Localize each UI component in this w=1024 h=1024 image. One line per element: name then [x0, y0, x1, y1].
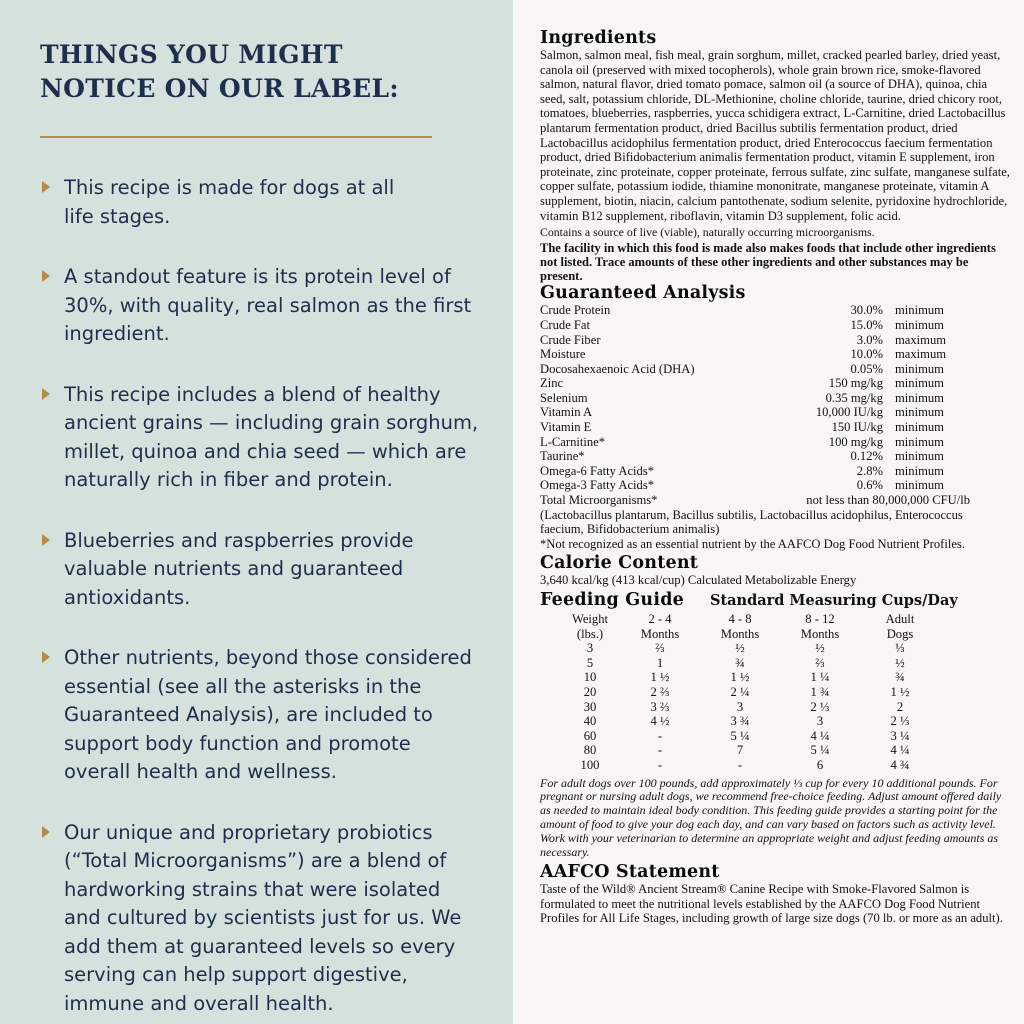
analysis-name: Crude Fat: [540, 317, 591, 332]
analysis-row: [540, 435, 968, 450]
analysis-qual: maximum: [895, 332, 947, 347]
feeding-cell: 2 - 4: [648, 612, 672, 627]
analysis-qual: minimum: [895, 390, 944, 405]
feeding-cell: 3: [586, 641, 594, 656]
feeding-cell: -: [657, 757, 663, 772]
feeding-cell: 2 ⅔: [650, 684, 670, 699]
aafco-heading: AAFCO Statement: [540, 861, 720, 882]
feeding-cell: 1 ½: [890, 684, 910, 699]
bullet-text: Blueberries and raspberries provide valuable nutrients and guaranteed antioxidants.: [64, 528, 414, 609]
feeding-cell: ¾: [895, 670, 905, 685]
analysis-value: 0.35 mg/kg: [825, 390, 883, 405]
feeding-cell: 10: [583, 670, 597, 685]
feeding-cell: Months: [720, 626, 760, 641]
triangle-arrow-icon: [42, 534, 50, 546]
analysis-name: Moisture: [540, 347, 586, 362]
feeding-cell: ½: [735, 641, 745, 656]
feeding-cell: ⅔: [655, 641, 665, 656]
feeding-cell: 8 - 12: [805, 612, 835, 627]
feeding-cell: 60: [583, 728, 597, 743]
analysis-name: Crude Fiber: [540, 332, 601, 347]
triangle-arrow-icon: [42, 181, 50, 193]
bullet-item: [40, 381, 483, 495]
analysis-table: [540, 303, 968, 493]
feeding-cell: (lbs.): [576, 626, 604, 641]
feeding-cell: Dogs: [886, 626, 914, 641]
feeding-table: [560, 612, 940, 773]
bullet-item: [40, 263, 483, 349]
feeding-cell: 4 - 8: [728, 612, 752, 627]
analysis-value: 10.0%: [850, 347, 883, 362]
feeding-cell: 3 ⅔: [650, 699, 670, 714]
feeding-cell: 3: [736, 699, 744, 714]
calorie-heading: Calorie Content: [540, 553, 699, 574]
feeding-cell: 5 ¼: [810, 743, 830, 758]
feeding-subheading: Standard Measuring Cups/Day: [709, 592, 958, 610]
bullet-list: [40, 174, 483, 1018]
analysis-name: Vitamin E: [540, 420, 592, 435]
analysis-name: Omega-3 Fatty Acids*: [540, 478, 655, 493]
table-row: [560, 729, 940, 744]
analysis-value: 0.05%: [850, 361, 883, 376]
analysis-qual: minimum: [895, 317, 944, 332]
feeding-cell: 4 ¾: [890, 757, 910, 772]
facility-statement: The facility in which this food is made also makes foods that include other ingredients not listed. Trace amounts of these other ingredients and other substances may be present.: [540, 240, 996, 284]
analysis-qual: minimum: [895, 420, 944, 435]
triangle-arrow-icon: [42, 388, 50, 400]
analysis-row: [540, 318, 968, 333]
analysis-name: Selenium: [540, 390, 588, 405]
bullet-text: A standout feature is its protein level of 30%, with quality, real salmon as the first ingredient.: [64, 265, 472, 345]
analysis-qual: maximum: [895, 347, 947, 362]
table-row: [560, 714, 940, 729]
table-row: [560, 758, 940, 773]
analysis-value: 2.8%: [856, 463, 883, 478]
table-row: [560, 685, 940, 700]
analysis-heading: Guaranteed Analysis: [540, 283, 746, 304]
feeding-cell: -: [737, 757, 743, 772]
feeding-cell: 80: [583, 743, 597, 758]
analysis-value: 0.6%: [856, 478, 883, 493]
feeding-cell: 2 ⅓: [890, 714, 910, 729]
feeding-cell: 5: [586, 655, 594, 670]
feeding-cell: 5 ¼: [730, 728, 750, 743]
calorie-text: 3,640 kcal/kg (413 kcal/cup) Calculated Metabolizable Energy: [540, 573, 857, 588]
analysis-row: [540, 347, 968, 362]
feeding-cell: 20: [583, 684, 597, 699]
feeding-cell: -: [657, 728, 663, 743]
table-row: [560, 656, 940, 671]
analysis-name: Taurine*: [540, 449, 585, 464]
analysis-qual: minimum: [895, 478, 944, 493]
feeding-cell: 1 ½: [730, 670, 750, 685]
analysis-row: [540, 333, 968, 348]
analysis-qual: minimum: [895, 361, 944, 376]
feeding-cell: ½: [815, 641, 825, 656]
bullet-text: This recipe is made for dogs at all life stages.: [64, 176, 395, 228]
analysis-row: [540, 449, 968, 464]
analysis-name: Total Microorganisms*: [540, 493, 658, 508]
label-panel: [513, 0, 1024, 1024]
gold-divider: [40, 136, 432, 138]
feeding-cell: 1 ¾: [810, 684, 830, 699]
analysis-value: 15.0%: [850, 317, 883, 332]
title-line-1: THINGS YOU MIGHT: [40, 40, 343, 69]
feeding-cell: 2 ¼: [730, 684, 750, 699]
table-row: [560, 670, 940, 685]
feeding-cell: 4 ½: [650, 714, 670, 729]
feeding-cell: 6: [816, 757, 824, 772]
feeding-cell: 100: [580, 757, 600, 772]
analysis-row: [540, 376, 968, 391]
analysis-row: [540, 391, 968, 406]
analysis-value: not less than 80,000,000 CFU/lb: [806, 493, 970, 508]
feeding-cell: ½: [895, 655, 905, 670]
bullet-item: [40, 527, 483, 613]
ingredients-heading: Ingredients: [540, 28, 657, 48]
title-line-2: NOTICE ON OUR LABEL:: [40, 74, 399, 103]
analysis-name: Omega-6 Fatty Acids*: [540, 463, 655, 478]
analysis-row: [540, 362, 968, 377]
analysis-row: [540, 420, 968, 435]
feeding-cell: 2: [896, 699, 904, 714]
feeding-header-row: [560, 612, 940, 627]
analysis-row: [540, 405, 968, 420]
feeding-cell: 1: [656, 655, 664, 670]
feeding-cell: Months: [800, 626, 840, 641]
analysis-name: Vitamin A: [540, 405, 593, 420]
bullet-text: This recipe includes a blend of healthy ancient grains — including grain sorghum, millet, quinoa and chia seed — which are naturally rich in fiber and protein.: [64, 382, 479, 491]
analysis-value: 30.0%: [850, 303, 883, 318]
feeding-cell: 4 ¼: [810, 728, 830, 743]
feeding-cell: Months: [640, 626, 680, 641]
table-row: [560, 700, 940, 715]
analysis-qual: minimum: [895, 449, 944, 464]
triangle-arrow-icon: [42, 270, 50, 282]
analysis-name: L-Carnitine*: [540, 434, 606, 449]
bullet-item: [40, 819, 483, 1019]
bullet-text: Other nutrients, beyond those considered essential (see all the asterisks in the Guaranteed Analysis), are included to support body function and promote overall health and wellness.: [64, 646, 472, 783]
feeding-cell: 3 ¾: [730, 714, 750, 729]
feeding-cell: ¾: [735, 655, 745, 670]
feeding-cell: 40: [583, 714, 597, 729]
analysis-value: 150 mg/kg: [828, 376, 883, 391]
feeding-cell: 1 ½: [650, 670, 670, 685]
analysis-row: [540, 478, 968, 493]
microorganism-strains: (Lactobacillus plantarum, Bacillus subtilis, Lactobacillus acidophilus, Enterococcus faecium, Bifidobacterium animalis): [540, 507, 963, 537]
analysis-row: [540, 464, 968, 479]
analysis-qual: minimum: [895, 434, 944, 449]
bullet-text: Our unique and proprietary probiotics (“Total Microorganisms”) are a blend of hardworking strains that were isolated and cultured by scientists just for us. We add them at guaranteed levels so every serving can help support digestive, immune and overall health.: [64, 820, 462, 1015]
analysis-qual: minimum: [895, 463, 944, 478]
analysis-value: 0.12%: [850, 449, 883, 464]
triangle-arrow-icon: [42, 826, 50, 838]
analysis-qual: minimum: [895, 405, 944, 420]
panel-title: [40, 38, 483, 106]
analysis-value: 100 mg/kg: [828, 434, 883, 449]
feeding-header-row: [560, 627, 940, 642]
analysis-footnote: *Not recognized as an essential nutrient by the AAFCO Dog Food Nutrient Profiles.: [540, 536, 965, 551]
feeding-cell: 2 ⅓: [810, 699, 830, 714]
feeding-cell: 7: [736, 743, 744, 758]
table-row: [560, 641, 940, 656]
bullet-item: [40, 644, 483, 787]
analysis-name: Zinc: [540, 376, 564, 391]
aafco-text: Taste of the Wild® Ancient Stream® Canine Recipe with Smoke-Flavored Salmon is formulated to meet the nutritional levels established by the AAFCO Dog Food Nutrient Profiles for All Life Stages, including growth of large size dogs (70 lb. or more as an adult).: [540, 881, 1003, 926]
feeding-cell: Weight: [571, 612, 609, 627]
feeding-cell: 4 ¼: [890, 743, 910, 758]
feeding-cell: ⅔: [815, 655, 825, 670]
analysis-value: 3.0%: [856, 332, 883, 347]
analysis-qual: minimum: [895, 303, 944, 318]
feeding-cell: 1 ¼: [810, 670, 830, 685]
feeding-cell: 3 ¼: [890, 728, 910, 743]
feeding-note: For adult dogs over 100 pounds, add approximately ⅓ cup for every 10 additional pounds. For pregnant or nursing adult dogs, we recommend free-choice feeding. Adjust amount offered daily as needed to maintain ideal body condition. This feeding guide provides a starting point for the amount of food to give your dog each day, and can vary based on factors such as activity level. Work with your veterinarian to determine an appropriate weight and adjust feeding amounts as necessary.: [540, 775, 1002, 860]
analysis-value: 10,000 IU/kg: [815, 405, 883, 420]
analysis-row: [540, 303, 968, 318]
feeding-cell: -: [657, 743, 663, 758]
triangle-arrow-icon: [42, 651, 50, 663]
total-microorganisms-row: [540, 493, 970, 508]
feeding-heading: Feeding Guide: [540, 590, 684, 611]
analysis-qual: minimum: [895, 376, 944, 391]
table-row: [560, 743, 940, 758]
feeding-cell: 3: [816, 714, 824, 729]
feeding-cell: ⅓: [895, 641, 905, 656]
bullet-item: [40, 174, 483, 231]
feeding-cell: Adult: [885, 612, 915, 627]
ingredients-text: Salmon, salmon meal, fish meal, grain sorghum, millet, cracked pearled barley, dried yeast, canola oil (preserved with mixed tocopherols), whole grain brown rice, smoke-flavored salmon, natural flavor, dried tomato pomace, salmon oil (a source of DHA), quinoa, chia seed, salt, potassium chloride, DL-Methionine, choline chloride, taurine, dried chicory root, tomatoes, blueberries, raspberries, yucca schidigera extract, L-Carnitine, dried Lactobacillus plantarum fermentation product, dried Bacillus subtilis fermentation product, dried Lactobacillus acidophilus fermentation product, dried Enterococcus faecium fermentation product, dried Bifidobacterium animalis fermentation product, vitamin E supplement, iron proteinate, zinc proteinate, copper proteinate, ferrous sulfate, zinc sulfate, manganese sulfate, copper sulfate, potassium iodide, thiamine mononitrate, manganese proteinate, vitamin A supplement, biotin, niacin, calcium pantothenate, sodium selenite, pyridoxine hydrochloride, vitamin B12 supplement, riboflavin, vitamin D3 supplement, folic acid.: [540, 48, 1010, 223]
analysis-name: Docosahexaenoic Acid (DHA): [540, 361, 695, 376]
feeding-cell: 30: [583, 699, 597, 714]
analysis-name: Crude Protein: [540, 303, 611, 318]
feeding-guide-header: [540, 590, 1010, 610]
microorganism-note: Contains a source of live (viable), naturally occurring microorganisms.: [540, 225, 875, 240]
analysis-value: 150 IU/kg: [831, 420, 883, 435]
